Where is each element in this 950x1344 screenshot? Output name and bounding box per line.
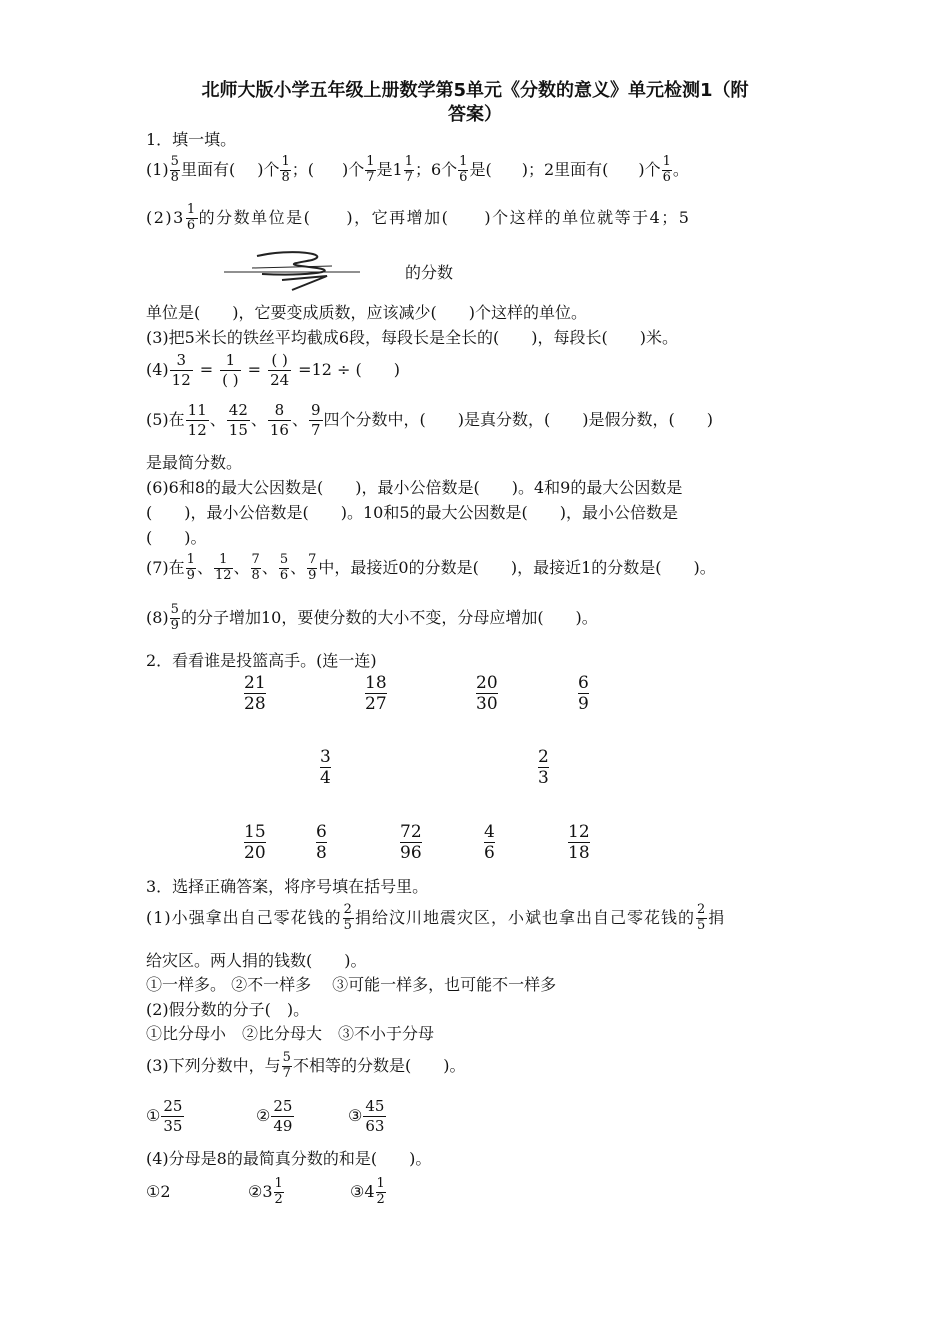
basket-fraction [365, 673, 387, 715]
fraction [268, 351, 291, 389]
basket-fraction [476, 673, 498, 715]
fraction [227, 401, 250, 439]
title-line-1: 北师大版小学五年级上册数学第5单元《分数的意义》单元检测1（附 [201, 80, 749, 101]
fraction [274, 1177, 284, 1207]
section-3-heading: 3．选择正确答案，将序号填在括号里。 [146, 877, 429, 896]
numerator: 2 [696, 902, 707, 918]
option-text: ①2 [146, 1182, 171, 1201]
numerator: 1 [662, 154, 671, 170]
denominator: 18 [568, 843, 590, 864]
text: 。 [672, 160, 689, 179]
option-marker: ② [256, 1106, 271, 1125]
text: 的分数单位是( )，它再增加( )个这样的单位就等于4；5 [198, 208, 691, 227]
q3-4-option-3 [350, 1172, 387, 1212]
q3-1-line-1 [146, 898, 725, 938]
denominator: 15 [228, 420, 248, 439]
numerator: 45 [365, 1097, 385, 1115]
text: (1)小强拿出自己零花钱的 [146, 908, 342, 927]
option-text: ②3 [248, 1182, 273, 1201]
fraction [307, 553, 317, 583]
fraction [271, 1097, 294, 1135]
q-label: (8) [146, 608, 169, 627]
separator: 、 [250, 410, 267, 429]
q1-7 [146, 550, 716, 586]
option-text: ③4 [350, 1182, 375, 1201]
equals-sign: = [247, 360, 262, 379]
numerator: 1 [404, 154, 413, 170]
numerator: 6 [578, 673, 589, 693]
denominator: 7 [311, 420, 321, 439]
fraction [282, 1051, 292, 1081]
q1-2-line-c: 单位是( )，它要变成质数，应该减少( )个这样的单位。 [146, 303, 587, 322]
denominator: 20 [244, 843, 266, 864]
fraction [186, 553, 196, 583]
denominator: 35 [163, 1116, 183, 1135]
title-line-2: 答案） [448, 104, 502, 125]
denominator: 49 [273, 1116, 293, 1135]
separator: 、 [290, 558, 307, 577]
basket-fraction [568, 822, 590, 864]
denominator: 28 [244, 694, 266, 715]
q3-3-option-2 [256, 1096, 295, 1136]
text: 不相等的分数是( )。 [292, 1056, 466, 1075]
numerator: 9 [311, 401, 321, 419]
denominator: 2 [274, 1191, 283, 1207]
text: 的分子增加10，要使分数的大小不变，分母应增加( )。 [180, 608, 598, 627]
numerator: 1 [274, 1176, 283, 1192]
basket-fraction [244, 822, 266, 864]
numerator: 1 [219, 552, 228, 568]
separator: 、 [233, 558, 250, 577]
denominator: 8 [170, 169, 179, 185]
numerator: 5 [170, 154, 179, 170]
separator: 、 [291, 410, 308, 429]
q1-6-line-3: ( )。 [146, 528, 207, 547]
denominator: 27 [365, 694, 387, 715]
numerator: 11 [187, 401, 207, 419]
basket-fraction [578, 673, 589, 715]
numerator: 2 [538, 747, 549, 767]
denominator: 8 [251, 567, 260, 583]
text: 四个分数中，( )是真分数，( )是假分数，( ) [323, 410, 714, 429]
denominator: 8 [316, 843, 327, 864]
q-label: (4) [146, 360, 169, 379]
denominator: 12 [171, 370, 191, 389]
fraction [170, 351, 193, 389]
q3-4: (4)分母是8的最简真分数的和是( )。 [146, 1149, 432, 1168]
denominator: 30 [476, 694, 498, 715]
q1-5 [146, 400, 713, 440]
fraction [343, 903, 354, 933]
denominator: 6 [484, 843, 495, 864]
denominator: 16 [269, 420, 289, 439]
numerator: 25 [163, 1097, 183, 1115]
fraction [279, 553, 289, 583]
denominator: 24 [270, 370, 290, 389]
equals-sign: = [199, 360, 214, 379]
numerator: 1 [376, 1176, 385, 1192]
basket-fraction [316, 822, 327, 864]
numerator: 5 [282, 1050, 291, 1066]
q1-3: (3)把5米长的铁丝平均截成6段，每段长是全长的( )，每段长( )米。 [146, 328, 678, 347]
numerator: 4 [484, 822, 495, 842]
numerator: 5 [279, 552, 289, 568]
separator: 、 [196, 558, 213, 577]
q-label: (5)在 [146, 410, 185, 429]
numerator: 15 [244, 822, 266, 842]
denominator: 96 [400, 843, 422, 864]
text: 捐 [708, 908, 726, 927]
basket-fraction [538, 747, 549, 789]
numerator: 3 [320, 747, 331, 767]
denominator: 7 [404, 169, 413, 185]
denominator: 8 [281, 169, 290, 185]
q1-5-line-2: 是最简分数。 [146, 453, 243, 472]
section-2-heading: 2．看看谁是投篮高手。(连一连) [146, 651, 377, 670]
denominator: 9 [308, 567, 317, 583]
numerator: 7 [308, 552, 317, 568]
numerator: 6 [316, 822, 327, 842]
fraction [186, 401, 209, 439]
text: )；2里面有( [521, 160, 609, 179]
text: (3)下列分数中，与 [146, 1056, 281, 1075]
basket-fraction [484, 822, 495, 864]
q3-3-option-3 [348, 1096, 387, 1136]
q3-1-line-2: 给灾区。两人捐的钱数( )。 [146, 951, 367, 970]
text: 是1 [376, 160, 403, 179]
fraction [280, 155, 290, 185]
option-marker: ① [146, 1106, 161, 1125]
q3-3 [146, 1048, 465, 1084]
denominator: 9 [578, 694, 589, 715]
fraction [376, 1177, 386, 1207]
fraction [170, 603, 180, 633]
q3-1-options: ①一样多。 ②不一样多 ③可能一样多，也可能不一样多 [146, 975, 557, 994]
separator: 、 [261, 558, 278, 577]
fraction [251, 553, 261, 583]
option-marker: ③ [348, 1106, 363, 1125]
text: )个 [257, 160, 280, 179]
text: =12 ÷ ( ) [298, 360, 400, 379]
fraction [220, 351, 240, 389]
q1-6-line-2: ( )，最小公倍数是( )。10和5的最大公因数是( )，最小公倍数是 [146, 503, 678, 522]
basket-fraction [400, 822, 422, 864]
denominator: 7 [282, 1065, 291, 1081]
text: 捐给汶川地震灾区，小斌也拿出自己零花钱的 [354, 908, 695, 927]
fraction [309, 401, 323, 439]
denominator: 6 [662, 169, 671, 185]
q1-4 [146, 350, 400, 390]
basket-fraction [244, 673, 266, 715]
numerator: 1 [281, 154, 290, 170]
text: )个 [638, 160, 661, 179]
q-label: (2)3 [146, 208, 185, 227]
denominator: 7 [366, 169, 375, 185]
denominator: 12 [187, 420, 207, 439]
numerator: 20 [476, 673, 498, 693]
fraction [186, 203, 198, 233]
numerator: 1 [459, 154, 468, 170]
numerator: 7 [251, 552, 260, 568]
numerator: 1 [186, 202, 197, 218]
denominator: ( ) [222, 370, 239, 389]
q1-2-line-b: 的分数 [405, 263, 454, 282]
numerator: 25 [273, 1097, 293, 1115]
text: 是( [469, 160, 492, 179]
numerator: 3 [176, 351, 186, 369]
fraction [214, 553, 233, 583]
numerator: 1 [366, 154, 375, 170]
text: ；6个 [414, 160, 458, 179]
denominator: 5 [343, 917, 353, 933]
denominator: 12 [214, 567, 232, 583]
fraction [363, 1097, 386, 1135]
q1-2-line-a [146, 200, 690, 236]
q-label: (1) [146, 160, 169, 179]
fraction [170, 155, 180, 185]
numerator: 21 [244, 673, 266, 693]
basket-fraction [320, 747, 331, 789]
numerator: 5 [170, 602, 179, 618]
denominator: 4 [320, 768, 331, 789]
text: 里面有( [180, 160, 236, 179]
numerator: 8 [274, 401, 285, 419]
section-1-heading: 1．填一填。 [146, 130, 237, 149]
separator: 、 [209, 410, 226, 429]
text: 中，最接近0的分数是( )，最接近1的分数是( )。 [318, 558, 716, 577]
denominator: 9 [170, 617, 179, 633]
numerator: 1 [186, 552, 195, 568]
q3-3-option-1 [146, 1096, 185, 1136]
numerator: 1 [225, 351, 236, 369]
denominator: 6 [459, 169, 468, 185]
fraction [161, 1097, 184, 1135]
numerator: ( ) [271, 351, 288, 369]
denominator: 5 [696, 917, 707, 933]
q1-1 [146, 152, 689, 188]
denominator: 6 [186, 217, 197, 233]
denominator: 3 [538, 768, 549, 789]
numerator: 72 [400, 822, 422, 842]
numerator: 42 [228, 401, 248, 419]
numerator: 12 [568, 822, 590, 842]
fraction [365, 155, 375, 185]
fraction [458, 155, 468, 185]
denominator: 6 [279, 567, 289, 583]
fraction [696, 903, 707, 933]
numerator: 18 [365, 673, 387, 693]
q3-4-option-1 [146, 1172, 171, 1212]
q3-2: (2)假分数的分子( )。 [146, 1000, 310, 1019]
q3-2-options: ①比分母小 ②比分母大 ③不小于分母 [146, 1024, 435, 1043]
denominator: 9 [186, 567, 195, 583]
distorted-fraction-image [222, 246, 362, 292]
q1-6-line-1: (6)6和8的最大公因数是( )，最小公倍数是( )。4和9的最大公因数是 [146, 478, 683, 497]
fraction [404, 155, 414, 185]
q1-8 [146, 600, 598, 636]
fraction [662, 155, 672, 185]
denominator: 2 [376, 1191, 385, 1207]
text: ；( [291, 160, 314, 179]
q3-4-option-2 [248, 1172, 285, 1212]
q-label: (7)在 [146, 558, 185, 577]
denominator: 63 [365, 1116, 385, 1135]
fraction [268, 401, 291, 439]
numerator: 2 [343, 902, 353, 918]
text: )个 [341, 160, 365, 179]
